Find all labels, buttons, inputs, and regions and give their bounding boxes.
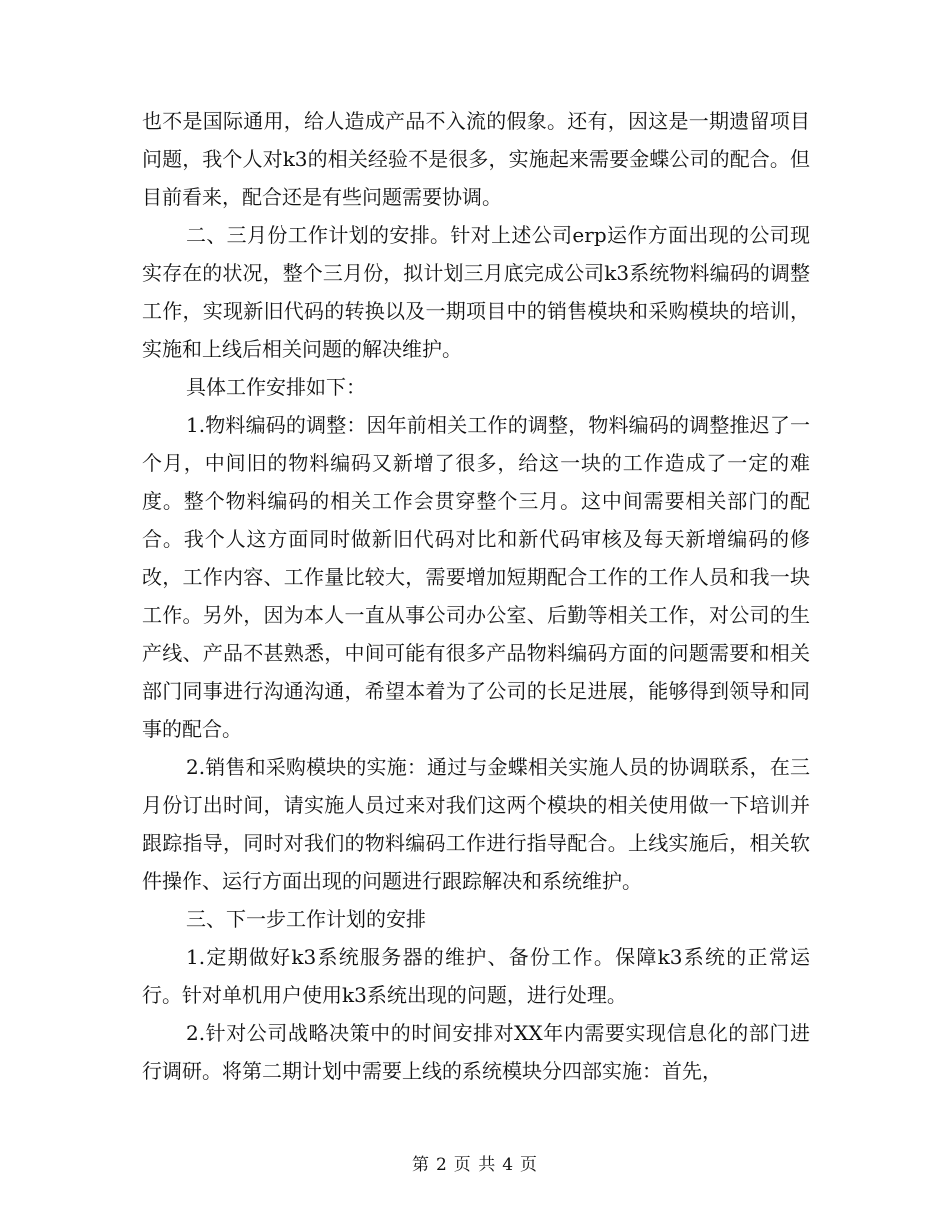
- paragraph-section-three: 三、下一步工作计划的安排: [186, 907, 426, 931]
- page-footer: [0, 1150, 950, 1175]
- paragraph-arrangement-intro: 具体工作安排如下：: [186, 375, 366, 399]
- footer-total-pages: 4: [502, 1155, 515, 1175]
- footer-middle: 页 共: [453, 1155, 497, 1175]
- paragraph-item-research: 2.针对公司战略决策中的时间安排对XX年内需要实现信息化的部门进行调研。将第二期计划中需要上线的系统模块分四部实施：首先，: [142, 1021, 810, 1083]
- footer-suffix: 页: [520, 1155, 539, 1175]
- paragraph-item-server-maintenance: 1.定期做好k3系统服务器的维护、备份工作。保障k3系统的正常运行。针对单机用户使用k3系统出现的问题，进行处理。: [142, 945, 810, 1007]
- paragraph-section-two: 二、三月份工作计划的安排。针对上述公司erp运作方面出现的公司现实存在的状况，整个三月份，拟计划三月底完成公司k3系统物料编码的调整工作，实现新旧代码的转换以及一期项目中的销售模块和采购模块的培训，实施和上线后相关问题的解决维护。: [142, 223, 810, 361]
- paragraph-continuation: 也不是国际通用，给人造成产品不入流的假象。还有，因这是一期遗留项目问题，我个人对k3的相关经验不是很多，实施起来需要金蝶公司的配合。但目前看来，配合还是有些问题需要协调。: [142, 109, 810, 209]
- footer-page-number: 2: [435, 1155, 448, 1175]
- paragraph-item-sales-purchase: 2.销售和采购模块的实施：通过与金蝶相关实施人员的协调联系，在三月份订出时间，请实施人员过来对我们这两个模块的相关使用做一下培训并跟踪指导，同时对我们的物料编码工作进行指导配合。上线实施后，相关软件操作、运行方面出现的问题进行跟踪解决和系统维护。: [142, 755, 810, 893]
- footer-prefix: 第: [411, 1155, 430, 1175]
- paragraph-item-material-coding: 1.物料编码的调整：因年前相关工作的调整，物料编码的调整推迟了一个月，中间旧的物料编码又新增了很多，给这一块的工作造成了一定的难度。整个物料编码的相关工作会贯穿整个三月。这中间需要相关部门的配合。我个人这方面同时做新旧代码对比和新代码审核及每天新增编码的修改，工作内容、工作量比较大，需要增加短期配合工作的工作人员和我一块工作。另外，因为本人一直从事公司办公室、后勤等相关工作，对公司的生产线、产品不甚熟悉，中间可能有很多产品物料编码方面的问题需要和相关部门同事进行沟通沟通，希望本着为了公司的长足进展，能够得到领导和同事的配合。: [142, 413, 810, 741]
- document-body: [142, 102, 810, 1090]
